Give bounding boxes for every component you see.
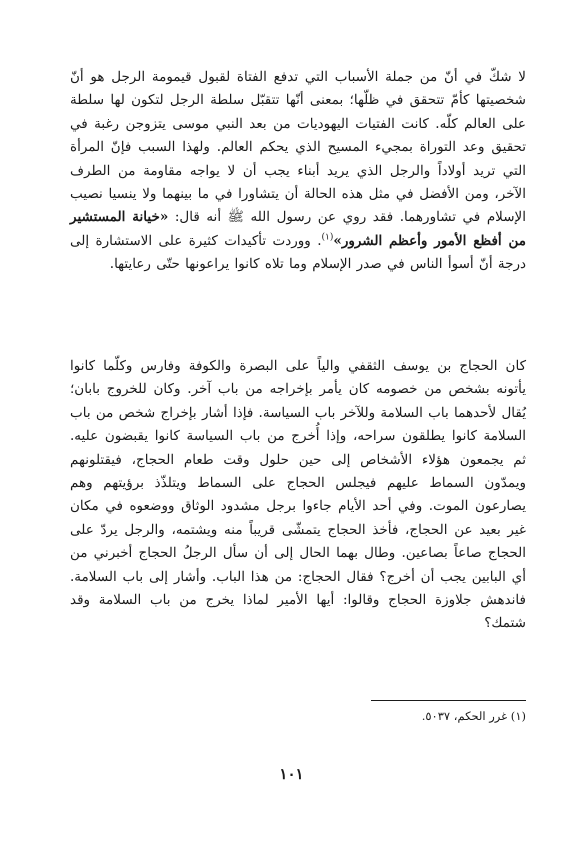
page-number: ١٠١ [279,765,304,783]
body-paragraph-2: كان الحجاج بن يوسف الثقفي والياً على البصرة والكوفة وفارس وكلّما كانوا يأتونه بشخص من خصومه كان يأمر بإخراجه من باب آخر. وكان للخروج بابان؛ يُقال لأحدهما باب السلامة وللآخر باب السياسة. فإذا أشار بإخراج شخص من باب السلامة كانوا يطلقون سراحه، وإذا أُخرج من باب السياسة كانوا يقبضون عليه. ثم يجمعون هؤلاء الأشخاص إلى حين حلول وقت طعام الحجاج، فيقتلونهم ويمدّون السماط عليهم فيجلس الحجاج على السماط ويتلذّذ برؤيتهم وهم يصارعون الموت. وفي أحد الأيام جاءوا برجل مشدود الوثاق ووضعوه في مكان غير بعيد عن الحجاج، فأخذ الحجاج يتمشّى قريباً منه ويشتمه، والرجل يردّ على الحجاج صاعاً بصاعين. وطال بهما الحال إلى أن سأل الرجلُ الحجاج أخبرني من أي البابين يجب أن أخرج؟ فقال الحجاج: من هذا الباب. وأشار إلى باب السلامة. فاندهش جلاوزة الحجاج وقالوا: أيها الأمير لماذا يخرج من باب السلامة وقد شتمك؟ [70,358,526,632]
paragraph-1-continuation: . ووردت تأكيدات كثيرة على الاستشارة إلى درجة أنّ أسوأ الناس في صدر الإسلام وما تلاه كانوا يراعونها حتّى رعايتها. [70,232,526,273]
footnote: (١) غرر الحكم، ٥٠٣٧. [421,709,526,723]
hadith-quote: «خيانة المستشير من أفظع الأمور وأعظم الشرور» [70,209,526,249]
body-paragraph-1 [70,66,526,277]
footnote-divider [371,700,526,701]
footnote-marker[interactable]: (١) [321,232,334,243]
paragraph-1-text: لا شكّ في أنّ من جملة الأسباب التي تدفع الفتاة لقبول قيمومة الرجل هو أنّ شخصيتها كأمّ تتحقق في ظلّها؛ بمعنى أنّها تتقبّل سلطة الرجل لتكون لها سلطة على العالم كلّه. كانت الفتيات اليهوديات من بعد النبي موسى يتزوجن رغبة في تحقيق وعد التوراة بمجيء المسيح الذي يحكم العالم. ولهذا السبب فإنّ المرأة التي تريد أولاداً والرجل الذي يريد أبناء يجب أن لا يواجه مقاومة من الطرف الآخر، ومن الأفضل في مثل هذه الحالة أن يتشاورا في ما بينهما ولا ينسيا نصيب الإسلام في تشاورهما. فقد روي عن رسول الله ﷺ أنه قال: [70,69,526,226]
